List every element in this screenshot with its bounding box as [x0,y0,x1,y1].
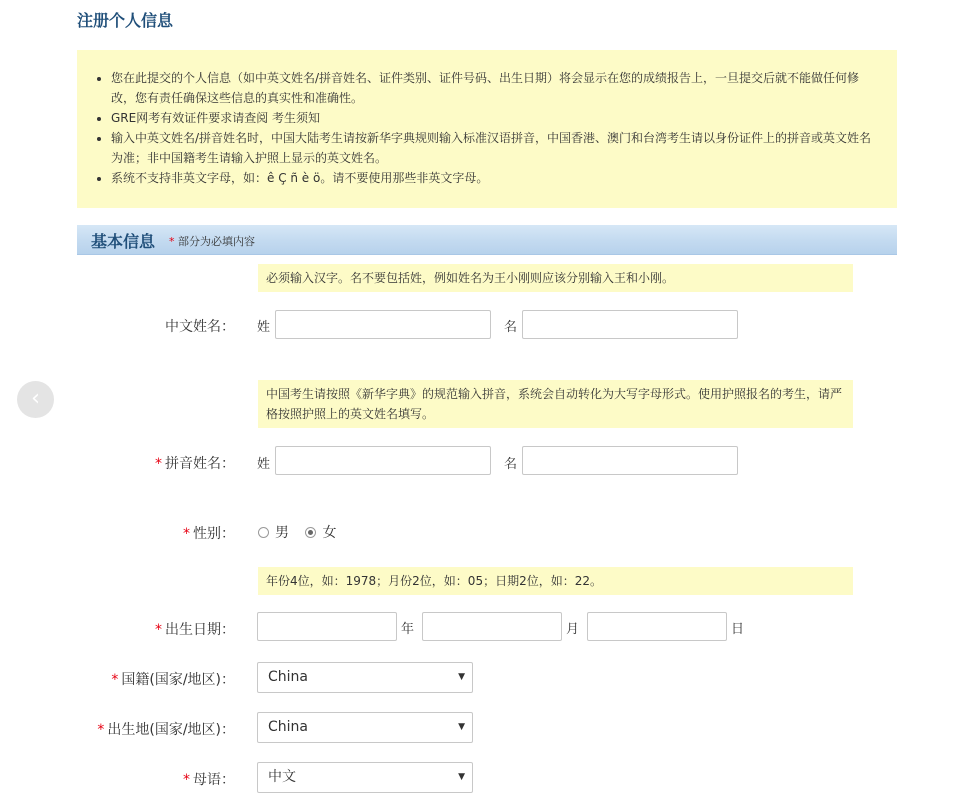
chinese-name-hint: 必须输入汉字。名不要包括姓，例如姓名为王小刚则应该分别输入王和小刚。 [258,264,853,292]
native-language-value: 中文 [268,769,296,785]
pinyin-given-input[interactable] [522,446,738,475]
gender-label: * 性别： [183,526,235,542]
required-mark: * [97,722,105,738]
section-title: 基本信息 [91,232,156,251]
pinyin-surname-input[interactable] [275,446,491,475]
pinyin-given-label: 名 [504,457,518,472]
birth-day-unit: 日 [731,622,745,637]
pinyin-name-hint: 中国考生请按照《新华字典》的规范输入拼音，系统会自动转化为大写字母形式。使用护照报名的考生，请严格按照护照上的英文姓名填写。 [258,380,853,428]
required-note [169,233,255,249]
pinyin-surname-label: 姓 [257,457,271,472]
notice-item: • 您在此提交的个人信息（如中英文姓名/拼音姓名、证件类别、证件号码、出生日期）将会显示在您的成绩报告上，一旦提交后就不能做任何修改，您有责任确保这些信息的真实性和准确性。 [111,68,883,108]
birthplace-label: * 出生地(国家/地区)： [97,722,235,738]
nationality-label: * 国籍(国家/地区)： [111,672,235,688]
chinese-given-input[interactable] [522,310,738,339]
gender-female-radio[interactable] [305,527,316,538]
pinyin-name-label: * 拼音姓名： [155,456,235,472]
notice-item: • GRE网考有效证件要求请查阅 考生须知 [111,108,883,128]
required-mark: * [155,622,162,638]
required-note-text: 部分为必填内容 [178,235,255,248]
section-header [77,225,897,255]
chinese-given-label: 名 [504,320,518,335]
gender-female-label[interactable]: 女 [322,525,337,541]
birth-day-input[interactable] [587,612,727,641]
required-mark: * [155,456,162,472]
birth-month-unit: 月 [566,622,580,637]
birthplace-value: China [268,719,308,735]
chinese-surname-label: 姓 [257,320,271,335]
required-mark: * [111,672,119,688]
chevron-left-icon: ‹ [31,386,40,411]
notice-item: • 输入中英文姓名/拼音姓名时，中国大陆考生请按新华字典规则输入标准汉语拼音，中国香港、澳门和台湾考生请以身份证件上的拼音或英文姓名为准；非中国籍考生请输入护照上显示的英文姓名。 [111,128,883,168]
nationality-select[interactable] [257,662,473,693]
dropdown-arrow-icon: ▼ [458,672,465,682]
native-language-select[interactable] [257,762,473,793]
birth-month-input[interactable] [422,612,562,641]
birthplace-select[interactable] [257,712,473,743]
dropdown-arrow-icon: ▼ [458,722,465,732]
prev-button[interactable] [17,381,54,418]
birth-year-unit: 年 [401,622,415,637]
notice-box [77,50,897,208]
birth-date-hint: 年份4位，如：1978；月份2位，如：05；日期2位，如：22。 [258,567,853,595]
dropdown-arrow-icon: ▼ [458,772,465,782]
gender-male-label[interactable]: 男 [275,525,289,541]
gender-male-radio[interactable] [258,527,269,538]
birth-year-input[interactable] [257,612,397,641]
chinese-name-label: 中文姓名： [165,319,235,335]
birth-date-label: * 出生日期： [155,622,235,638]
page-title: 注册个人信息 [77,11,174,30]
nationality-value: China [268,669,308,685]
chinese-surname-input[interactable] [275,310,491,339]
required-mark: * [183,772,190,788]
native-language-label: * 母语： [183,772,235,788]
notice-item: • 系统不支持非英文字母，如：ê Ç ñ è ö。请不要使用那些非英文字母。 [111,168,883,188]
required-star: * [169,235,175,248]
gender-radio-group [258,522,348,542]
required-mark: * [183,526,190,542]
